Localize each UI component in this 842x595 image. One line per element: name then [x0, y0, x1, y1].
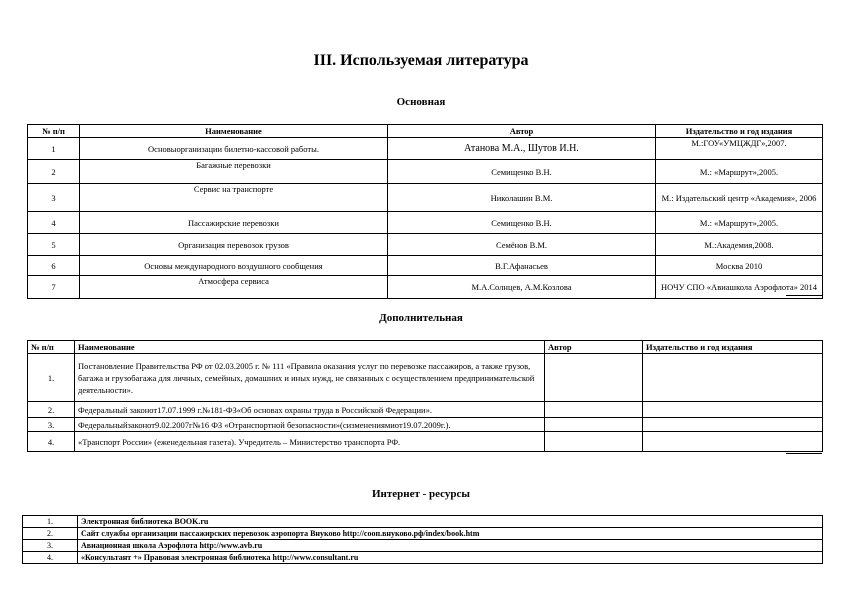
table-row	[28, 418, 823, 432]
row-num: 5	[28, 234, 80, 256]
table-row	[28, 432, 823, 452]
row-author	[545, 354, 643, 402]
row-num: 7	[28, 276, 80, 299]
col-header-author: Автор	[388, 125, 656, 138]
page-title: III. Используемая литература	[313, 52, 529, 69]
row-author: Семёнов В.М.	[388, 234, 656, 256]
row-publisher: М.:ГОУ«УМЦЖДГ»,2007.	[656, 138, 823, 160]
row-author: Николашин В.М.	[388, 184, 656, 212]
table-row	[28, 212, 823, 234]
row-num: 1	[28, 138, 80, 160]
section-internet-heading: Интернет - ресурсы	[371, 488, 471, 500]
row-publisher: Москва 2010	[656, 256, 823, 276]
row-num: 1.	[28, 354, 75, 402]
row-publisher: М.: «Маршрут»,2005.	[656, 160, 823, 184]
table-header-row	[28, 341, 823, 354]
table-row	[23, 516, 823, 528]
row-publisher: НОЧУ СПО «Авиашкола Аэрофлота» 2014	[656, 276, 823, 299]
row-num: 6	[28, 256, 80, 276]
row-name[interactable]: Электронная библиотека BOOK.ru	[78, 516, 823, 528]
col-header-num: № п/п	[28, 125, 80, 138]
row-publisher	[643, 432, 823, 452]
row-author: Семищенко В.Н.	[388, 160, 656, 184]
row-publisher: М.: Издательский центр «Академия», 2006	[656, 184, 823, 212]
col-header-publisher: Издательство и год издания	[643, 341, 823, 354]
table-row	[28, 184, 823, 212]
divider	[786, 295, 822, 296]
divider	[786, 453, 822, 454]
row-num: 4.	[23, 552, 78, 564]
table-row	[28, 234, 823, 256]
row-publisher	[643, 354, 823, 402]
section-extra-heading: Дополнительная	[379, 312, 463, 324]
row-publisher	[643, 418, 823, 432]
row-name[interactable]: «Консультант +» Правовая электронная библиотека http://www.consultant.ru	[78, 552, 823, 564]
table-row	[28, 276, 823, 299]
table-row	[28, 160, 823, 184]
row-num: 2.	[28, 402, 75, 418]
row-author	[545, 432, 643, 452]
row-author: В.Г.Афанасьев	[388, 256, 656, 276]
table-row	[28, 354, 823, 402]
extra-literature-table	[27, 340, 823, 452]
row-author	[545, 418, 643, 432]
table-header-row	[28, 125, 823, 138]
row-author	[545, 402, 643, 418]
row-name: Сервис на транспорте	[80, 184, 388, 212]
row-name: Постановление Правительства РФ от 02.03.2005 г. № 111 «Правила оказания услуг по перевозке пассажиров, а также грузов, багажа и грузобагажа для личных, семейных, домашних и иных нужд, не связанных с осуществлением предпринимательской деятельности».	[75, 354, 545, 402]
col-header-name: Наименование	[80, 125, 388, 138]
row-name[interactable]: Авиационная школа Аэрофлота http://www.avb.ru	[78, 540, 823, 552]
row-num: 4	[28, 212, 80, 234]
row-author: М.А.Солнцев, А.М.Козлова	[388, 276, 656, 299]
row-author: Атанова М.А., Шутов И.Н.	[388, 138, 656, 160]
row-num: 1.	[23, 516, 78, 528]
row-name: «Транспорт России» (еженедельная газета). Учредитель – Министерство транспорта РФ.	[75, 432, 545, 452]
table-row	[28, 402, 823, 418]
col-header-name: Наименование	[75, 341, 545, 354]
row-num: 4.	[28, 432, 75, 452]
main-literature-table	[27, 124, 823, 299]
row-name: Атмосфера сервиса	[80, 276, 388, 299]
col-header-num: № п/п	[28, 341, 75, 354]
row-publisher: М.:Академия,2008.	[656, 234, 823, 256]
row-num: 3.	[28, 418, 75, 432]
row-name: Федеральный законот17.07.1999 г.№181-ФЗ«Об основах охраны труда в Российской Федерации».	[75, 402, 545, 418]
section-main-heading: Основная	[396, 96, 446, 108]
table-row	[23, 552, 823, 564]
row-name: Федеральныйзаконот9.02.2007г№16 ФЗ «Отранспортной безопасности»(сизменениямиот19.07.2009г.).	[75, 418, 545, 432]
row-name: Основы международного воздушного сообщения	[80, 256, 388, 276]
table-row	[23, 528, 823, 540]
row-publisher	[643, 402, 823, 418]
row-publisher: М.: «Маршрут»,2005.	[656, 212, 823, 234]
table-row	[28, 256, 823, 276]
col-header-publisher: Издательство и год издания	[656, 125, 823, 138]
row-name[interactable]: Сайт службы организации пассажирских перевозок аэропорта Внуково http://сооп.внуково.рф/index/book.htm	[78, 528, 823, 540]
row-num: 3.	[23, 540, 78, 552]
row-name: Багажные перевозки	[80, 160, 388, 184]
row-num: 3	[28, 184, 80, 212]
row-name: Пассажирские перевозки	[80, 212, 388, 234]
row-name: Организация перевозок грузов	[80, 234, 388, 256]
row-name: Основыорганизации билетно-кассовой работы.	[80, 138, 388, 160]
col-header-author: Автор	[545, 341, 643, 354]
table-row	[23, 540, 823, 552]
row-author: Семищенко В.Н.	[388, 212, 656, 234]
table-row	[28, 138, 823, 160]
internet-resources-table	[22, 515, 823, 564]
row-num: 2	[28, 160, 80, 184]
row-num: 2.	[23, 528, 78, 540]
